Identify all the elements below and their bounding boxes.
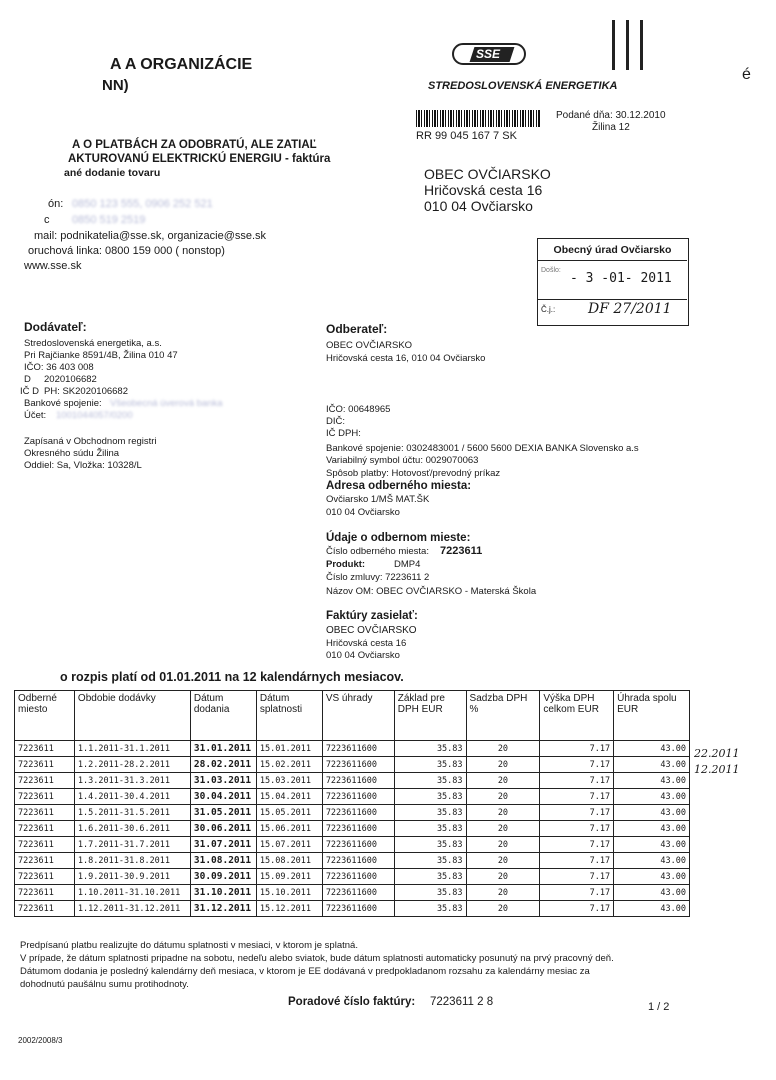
customer-payment: Spôsob platby: Hotovosť/prevodný príkaz [326,468,501,479]
table-row [15,837,690,853]
table-cell: 1.8.2011-31.8.2011 [74,853,190,869]
table-cell: 43.00 [614,869,690,885]
company-name: STREDOSLOVENSKÁ ENERGETIKA [428,80,618,92]
table-cell: 20 [466,789,540,805]
table-cell: 35.83 [394,821,466,837]
table-cell: 7.17 [540,885,614,901]
invoice-number-value: 7223611 2 8 [430,996,494,1008]
table-cell: 20 [466,805,540,821]
customer-bank: Bankové spojenie: 0302483001 / 5600 5600 DEXIA BANKA Slovensko a.s [326,443,639,454]
invoice-number-label: Poradové číslo faktúry: [288,996,416,1008]
barcode-icon [416,110,540,127]
table-cell: 43.00 [614,837,690,853]
handwritten-note-1: 22.2011 [694,747,740,760]
table-cell: 31.10.2011 [190,885,256,901]
column-header: Výška DPH celkom EUR [540,691,614,741]
table-row [15,757,690,773]
supplier-reg-1: Zapísaná v Obchodnom registri [24,436,157,447]
sse-logo-icon [452,43,526,65]
customer-icdph: IČ DPH: [326,428,361,439]
table-cell: 7.17 [540,741,614,757]
supplier-dic-label: D [24,374,31,385]
table-cell: 43.00 [614,805,690,821]
invoices-to-line3: 010 04 Ovčiarsko [326,650,400,661]
supplier-icdph: PH: SK2020106682 [44,386,128,397]
supplier-icdph-label: IČ D [20,386,39,397]
column-header: Obdobie dodávky [74,691,190,741]
table-cell: 1.12.2011-31.12.2011 [74,901,190,917]
stamp-cj-label: Č.j.: [541,305,556,314]
table-cell: 1.3.2011-31.3.2011 [74,773,190,789]
table-cell: 35.83 [394,869,466,885]
table-row [15,901,690,917]
table-cell: 1.2.2011-28.2.2011 [74,757,190,773]
customer-dic: DIČ: [326,416,345,427]
supplier-dic: 2020106682 [44,374,97,385]
customer-address: Hričovská cesta 16, 010 04 Ovčiarsko [326,353,486,364]
phone-value: 0850 123 555, 0906 252 521 [72,198,213,210]
supplier-account-value: 1001044057/0200 [56,410,133,421]
table-cell: 35.83 [394,901,466,917]
column-header: Odberné miesto [15,691,75,741]
contact-hotline: oruchová linka: 0800 159 000 ( nonstop) [28,245,225,257]
table-cell: 20 [466,741,540,757]
table-cell: 1.5.2011-31.5.2011 [74,805,190,821]
stamp-cj-value: DF 27/2011 [588,301,672,317]
delivery-address-line1: Ovčiarsko 1/MŠ MAT.ŠK [326,494,430,505]
delivery-info-heading: Údaje o odbernom mieste: [326,532,471,544]
contact-email: mail: podnikatelia@sse.sk, organizacie@sse.sk [34,230,267,242]
subject-line-2: AKTUROVANÚ ELEKTRICKÚ ENERGIU - faktúra [68,153,331,165]
table-cell: 1.4.2011-30.4.2011 [74,789,190,805]
table-cell: 7223611 [15,789,75,805]
table-cell: 20 [466,901,540,917]
supplier-account-label: Účet: [24,410,47,421]
column-header: Sadzba DPH % [466,691,540,741]
delivery-point-label: Číslo odberného miesta: [326,546,429,557]
table-cell: 15.05.2011 [256,805,322,821]
table-cell: 7223611600 [322,773,394,789]
customer-ico: IČO: 00648965 [326,404,391,415]
supplier-name: Stredoslovenská energetika, a.s. [24,338,162,349]
table-cell: 31.12.2011 [190,901,256,917]
table-cell: 7.17 [540,853,614,869]
table-cell: 20 [466,837,540,853]
table-header-row [15,691,690,741]
table-row [15,821,690,837]
contact-web: www.sse.sk [24,260,82,272]
customer-label: Odberateľ: [326,322,388,336]
supplier-bank-label: Bankové spojenie: [24,398,102,409]
stamp-title: Obecný úrad Ovčiarsko [538,239,687,261]
table-cell: 7.17 [540,901,614,917]
table-cell: 15.09.2011 [256,869,322,885]
table-cell: 15.10.2011 [256,885,322,901]
table-cell: 31.01.2011 [190,741,256,757]
table-cell: 35.83 [394,805,466,821]
table-cell: 35.83 [394,853,466,869]
table-cell: 20 [466,869,540,885]
handwritten-note-2: 12.2011 [694,763,740,776]
table-cell: 7.17 [540,757,614,773]
delivery-address-heading: Adresa odberného miesta: [326,480,472,492]
registration-number: RR 99 045 167 7 SK [416,130,517,142]
table-cell: 43.00 [614,901,690,917]
table-cell: 31.03.2011 [190,773,256,789]
table-cell: 7223611 [15,773,75,789]
table-cell: 1.10.2011-31.10.2011 [74,885,190,901]
phone-label: ón: [48,198,64,210]
fax-value: 0850 519 2519 [72,214,146,226]
table-cell: 30.06.2011 [190,821,256,837]
recipient-name: OBEC OVČIARSKO [424,166,551,182]
table-cell: 30.04.2011 [190,789,256,805]
logo-bar-1 [612,20,615,70]
footer-note-3: Dátumom dodania je posledný kalendárny deň mesiaca, v ktorom je EE dodávaná v predpokladanom rozsahu za kalendárny mesiac za [20,966,590,977]
table-cell: 7223611600 [322,789,394,805]
table-cell: 35.83 [394,789,466,805]
customer-name: OBEC OVČIARSKO [326,340,413,351]
table-cell: 28.02.2011 [190,757,256,773]
column-header: Základ pre DPH EUR [394,691,466,741]
column-header: Dátum dodania [190,691,256,741]
supplier-reg-3: Oddiel: Sa, Vložka: 10328/L [24,460,142,471]
table-cell: 7.17 [540,869,614,885]
table-row [15,885,690,901]
table-row [15,805,690,821]
posted-date: Podané dňa: 30.12.2010 [556,110,666,121]
table-cell: 43.00 [614,773,690,789]
supplier-reg-2: Okresného súdu Žilina [24,448,120,459]
table-cell: 20 [466,773,540,789]
table-row [15,869,690,885]
post-office: Žilina 12 [592,122,630,133]
table-cell: 15.02.2011 [256,757,322,773]
corner-mark: é [742,66,751,83]
table-cell: 7223611 [15,805,75,821]
invoices-to-heading: Faktúry zasielať: [326,610,418,622]
invoices-to-line1: OBEC OVČIARSKO [326,625,417,636]
table-cell: 7223611 [15,885,75,901]
table-cell: 35.83 [394,885,466,901]
table-cell: 35.83 [394,773,466,789]
delivery-address-line2: 010 04 Ovčiarsko [326,507,400,518]
payment-schedule-table [14,690,690,917]
table-row [15,741,690,757]
table-cell: 15.04.2011 [256,789,322,805]
table-cell: 15.03.2011 [256,773,322,789]
table-cell: 7223611 [15,869,75,885]
table-cell: 7223611600 [322,853,394,869]
table-cell: 7.17 [540,805,614,821]
table-cell: 43.00 [614,757,690,773]
table-cell: 7.17 [540,837,614,853]
table-cell: 1.7.2011-31.7.2011 [74,837,190,853]
supplier-address: Pri Rajčianke 8591/4B, Žilina 010 47 [24,350,178,361]
supplier-bank-value: Všeobecná úverová banka [110,398,223,409]
table-cell: 30.09.2011 [190,869,256,885]
table-cell: 7223611600 [322,757,394,773]
subject-line-3: ané dodanie tovaru [64,167,161,179]
table-cell: 43.00 [614,821,690,837]
logo-bar-2 [626,20,629,70]
table-cell: 7223611 [15,837,75,853]
supplier-label: Dodávateľ: [24,320,87,334]
subject-line-1: A O PLATBÁCH ZA ODOBRATÚ, ALE ZATIAĽ [72,139,317,151]
table-cell: 20 [466,885,540,901]
table-cell: 31.07.2011 [190,837,256,853]
table-row [15,773,690,789]
table-cell: 43.00 [614,885,690,901]
om-name: Názov OM: OBEC OVČIARSKO - Materská Škola [326,586,537,597]
page-title-line2: NN) [102,77,129,94]
table-cell: 7223611600 [322,869,394,885]
recipient-street: Hričovská cesta 16 [424,182,543,198]
table-cell: 7223611 [15,901,75,917]
table-cell: 7223611 [15,741,75,757]
table-cell: 7223611 [15,757,75,773]
table-cell: 7.17 [540,789,614,805]
table-cell: 1.9.2011-30.9.2011 [74,869,190,885]
table-cell: 7223611600 [322,837,394,853]
table-cell: 7223611600 [322,821,394,837]
recipient-city: 010 04 Ovčiarsko [424,198,533,214]
table-cell: 20 [466,821,540,837]
table-cell: 1.6.2011-30.6.2011 [74,821,190,837]
form-code: 2002/2008/3 [18,1036,63,1045]
table-cell: 7223611600 [322,885,394,901]
table-cell: 43.00 [614,741,690,757]
column-header: Úhrada spolu EUR [614,691,690,741]
column-header: VS úhrady [322,691,394,741]
table-cell: 35.83 [394,741,466,757]
supplier-ico: IČO: 36 403 008 [24,362,94,373]
table-cell: 7223611600 [322,805,394,821]
table-cell: 15.08.2011 [256,853,322,869]
table-cell: 35.83 [394,757,466,773]
table-cell: 7223611 [15,853,75,869]
table-cell: 20 [466,757,540,773]
footer-note-1: Predpísanú platbu realizujte do dátumu splatnosti v mesiaci, v ktorom je splatná. [20,940,358,951]
table-cell: 7.17 [540,821,614,837]
schedule-heading: o rozpis platí od 01.01.2011 na 12 kalendárnych mesiacov. [60,670,404,684]
stamp-date: - 3 -01- 2011 [570,271,672,286]
delivery-point-value: 7223611 [440,545,483,557]
invoices-to-line2: Hričovská cesta 16 [326,638,407,649]
table-cell: 43.00 [614,853,690,869]
table-cell: 7.17 [540,773,614,789]
column-header: Dátum splatnosti [256,691,322,741]
table-cell: 15.06.2011 [256,821,322,837]
table-cell: 7223611 [15,821,75,837]
page-number: 1 / 2 [648,1001,670,1013]
table-cell: 15.12.2011 [256,901,322,917]
registry-stamp [537,238,689,326]
fax-label: c [44,214,50,226]
product-value: DMP4 [394,559,421,570]
product-label: Produkt: [326,559,366,570]
logo-bar-3 [640,20,643,70]
page-title: A A ORGANIZÁCIE [110,56,253,73]
table-cell: 43.00 [614,789,690,805]
table-cell: 15.07.2011 [256,837,322,853]
table-cell: 20 [466,853,540,869]
customer-vs: Variabilný symbol účtu: 0029070063 [326,455,479,466]
logo-text: SSE [476,47,501,61]
table-cell: 7223611600 [322,901,394,917]
table-row [15,853,690,869]
footer-note-2: V prípade, že dátum splatnosti pripadne na sobotu, nedeľu alebo sviatok, bude dátum splatnosti automaticky posunutý na prvý pracovný deň. [20,953,614,964]
table-cell: 31.08.2011 [190,853,256,869]
table-row [15,789,690,805]
stamp-dosl-label: Došlo: [541,267,561,274]
table-cell: 15.01.2011 [256,741,322,757]
table-cell: 35.83 [394,837,466,853]
table-cell: 1.1.2011-31.1.2011 [74,741,190,757]
contract-number: Číslo zmluvy: 7223611 2 [326,572,430,583]
footer-note-4: dohodnutú paušálnu sumu protihodnoty. [20,979,189,990]
table-cell: 31.05.2011 [190,805,256,821]
table-cell: 7223611600 [322,741,394,757]
